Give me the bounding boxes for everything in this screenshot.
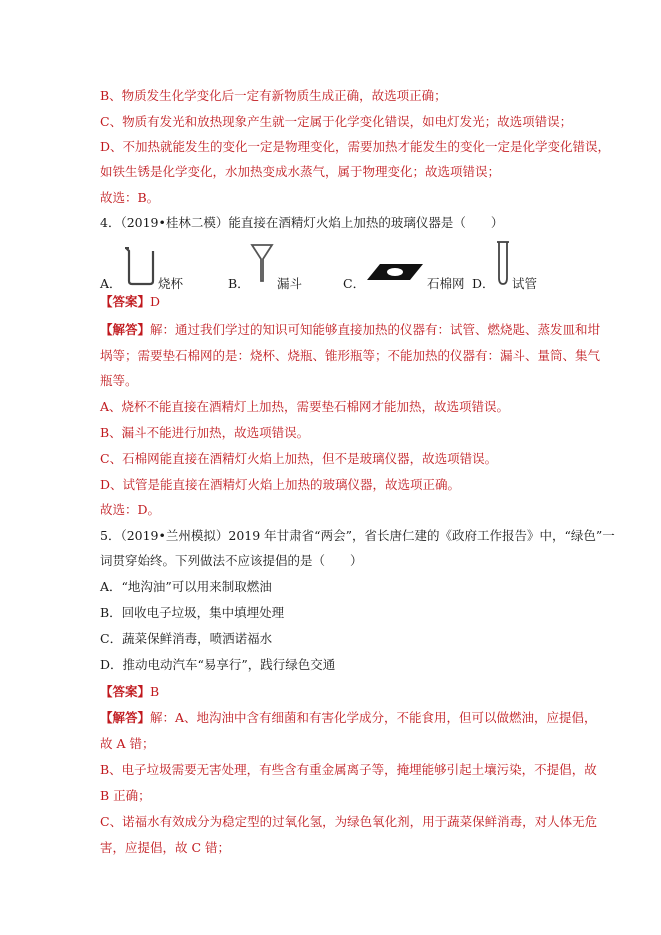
explanation-line: B、漏斗不能进行加热，故选项错误。	[100, 425, 310, 440]
selection-line: 故选：B。	[100, 190, 160, 205]
answer-line	[100, 294, 160, 310]
beaker-icon	[123, 245, 157, 287]
explanation-line: B、物质发生化学变化后一定有新物质生成正确，故选项正确；	[100, 88, 447, 103]
answer-value: D	[150, 294, 161, 309]
question-4-title: 4．（2019•桂林二模）能直接在酒精灯火焰上加热的玻璃仪器是（ ）	[100, 215, 504, 230]
option-a-letter: A．	[100, 276, 122, 291]
explanation-line: 如铁生锈是化学变化，水加热变成水蒸气，属于物理变化；故选项错误；	[100, 164, 501, 179]
test-tube-icon	[496, 240, 510, 286]
explanation-line: C、石棉网能直接在酒精灯火焰上加热，但不是玻璃仪器，故选项错误。	[100, 451, 498, 466]
answer-value: B	[150, 684, 160, 699]
option-c-label: 石棉网	[427, 276, 465, 291]
explanation-line: C、诺福水有效成分为稳定型的过氧化氢，为绿色氧化剂，用于蔬菜保鲜消毒，对人体无危	[100, 814, 598, 829]
explanation-line: B、电子垃圾需要无害处理，有些含有重金属离子等，掩埋能够引起土壤污染，不提倡，故	[100, 762, 597, 777]
explanation-line: 故 A 错；	[100, 736, 155, 751]
answer-label: 【答案】	[100, 684, 151, 699]
option-b-label: 漏斗	[277, 276, 303, 291]
answer-line	[100, 684, 159, 700]
option-d-letter: D．	[472, 276, 495, 291]
explanation-line: 【解答】解：A、地沟油中含有细菌和有害化学成分，不能食用，但可以做燃油，应提倡，	[100, 710, 597, 725]
explanation-line: D、试管是能直接在酒精灯火焰上加热的玻璃仪器，故选项正确。	[100, 477, 461, 492]
explanation-line: 【解答】解：通过我们学过的知识可知能够直接加热的仪器有：试管、燃烧匙、蒸发皿和坩	[100, 322, 601, 337]
explanation-line: 瓶等。	[100, 373, 138, 388]
explanation-label: 【解答】	[100, 322, 151, 337]
question-5-option-b: B．回收电子垃圾，集中填埋处理	[100, 605, 285, 620]
answer-label: 【答案】	[100, 294, 151, 309]
option-a-label: 烧杯	[158, 276, 184, 291]
explanation-line: A、烧杯不能直接在酒精灯上加热，需要垫石棉网才能加热，故选项错误。	[100, 399, 510, 414]
option-b-letter: B．	[228, 276, 250, 291]
option-d-label: 试管	[512, 276, 538, 291]
question-5-title: 5．（2019•兰州模拟）2019 年甘肃省“两会”，省长唐仁建的《政府工作报告》中，“绿色”一	[100, 528, 615, 543]
question-5-option-c: C．蔬菜保鲜消毒，喷洒诺福水	[100, 631, 273, 646]
asbestos-gauze-icon	[366, 263, 424, 281]
explanation-line: 埚等；需要垫石棉网的是：烧杯、烧瓶、锥形瓶等；不能加热的仪器有：漏斗、量筒、集气	[100, 348, 601, 363]
selection-line: 故选：D。	[100, 502, 161, 517]
explanation-line: B 正确；	[100, 788, 151, 803]
explanation-label: 【解答】	[100, 710, 151, 725]
question-5-option-d: D．推动电动汽车“易享行”，践行绿色交通	[100, 657, 336, 672]
explanation-line: 害，应提倡，故 C 错；	[100, 840, 231, 855]
question-5-option-a: A．“地沟油”可以用来制取燃油	[100, 579, 272, 594]
explanation-line: D、不加热就能发生的变化一定是物理变化，需要加热才能发生的变化一定是化学变化错误，	[100, 139, 611, 154]
option-c-letter: C．	[343, 276, 366, 291]
funnel-icon	[250, 243, 274, 283]
question-5-title-cont: 词贯穿始终。下列做法不应该提倡的是（ ）	[100, 553, 363, 568]
explanation-line: C、物质有发光和放热现象产生就一定属于化学变化错误，如电灯发光；故选项错误；	[100, 114, 573, 129]
